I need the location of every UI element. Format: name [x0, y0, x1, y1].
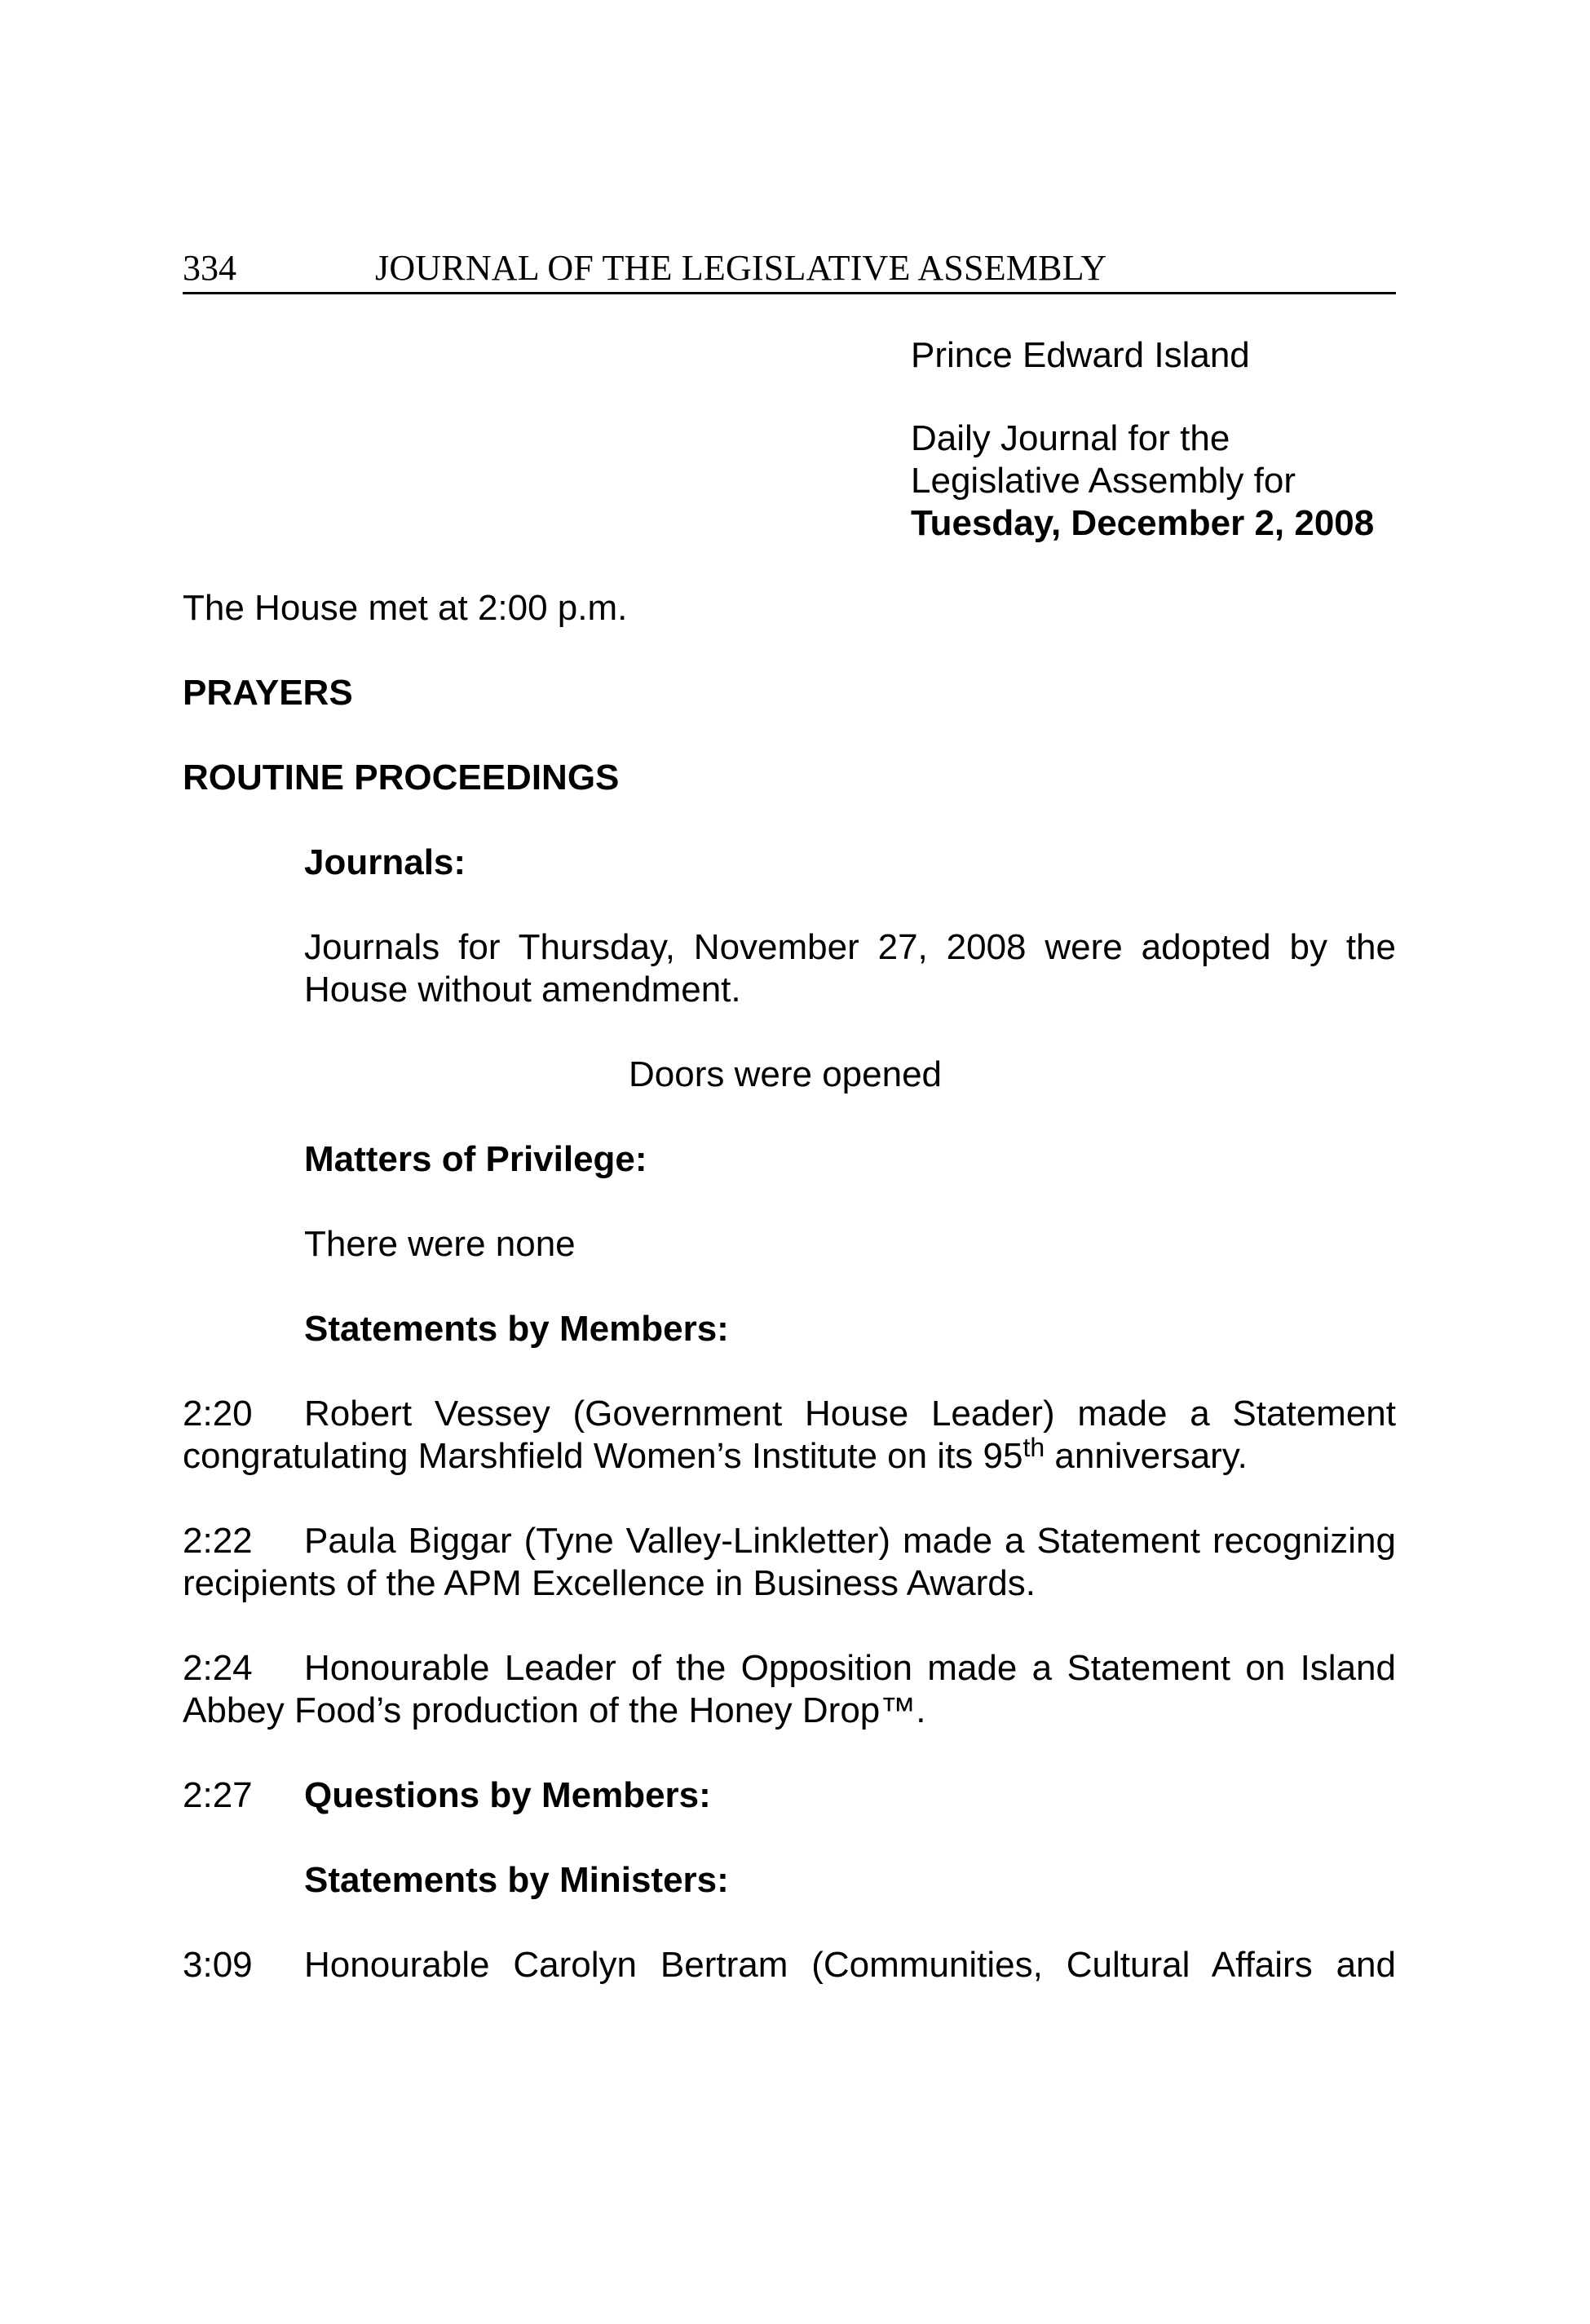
journals-line-2: House without amendment. — [304, 970, 741, 1010]
minister-statement-line-1: Honourable Carolyn Bertram (Communities, Cultural Affairs and — [304, 1945, 1396, 1985]
privilege-heading: Matters of Privilege: — [304, 1139, 647, 1179]
journal-title: JOURNAL OF THE LEGISLATIVE ASSEMBLY — [375, 248, 1107, 288]
page-header — [183, 245, 1396, 294]
statement-line-2 — [183, 1435, 1396, 1478]
routine-proceedings-heading: ROUTINE PROCEEDINGS — [183, 758, 620, 797]
statements-ministers-heading: Statements by Ministers: — [304, 1860, 729, 1900]
privilege-text: There were none — [304, 1224, 576, 1264]
statement-line-1: Honourable Leader of the Opposition made a Statement on Island — [304, 1648, 1396, 1688]
journals-heading: Journals: — [304, 842, 466, 882]
questions-time: 2:27 — [183, 1775, 253, 1815]
statement-line-2: recipients of the APM Excellence in Business Awards. — [183, 1563, 1036, 1603]
journals-paragraph — [304, 926, 1396, 1011]
statement-entry — [183, 1647, 1396, 1732]
statement-entry — [183, 1520, 1396, 1605]
statement-line-1: Paula Biggar (Tyne Valley-Linkletter) made a Statement recognizing — [304, 1521, 1396, 1561]
statement-text: congratulating Marshfield Women’s Institute on its 95 — [183, 1436, 1023, 1476]
minister-statement — [304, 1944, 1396, 1986]
province-name: Prince Edward Island — [911, 335, 1250, 375]
questions-heading: Questions by Members: — [304, 1775, 711, 1815]
journals-line-1: Journals for Thursday, November 27, 2008 were adopted by the — [304, 927, 1396, 967]
statements-members-heading: Statements by Members: — [304, 1309, 729, 1349]
doors-opened-note: Doors were opened — [629, 1054, 943, 1094]
masthead-line-2: Legislative Assembly for — [911, 461, 1296, 501]
entry-time: 2:22 — [183, 1521, 253, 1561]
page-number: 334 — [183, 248, 236, 288]
entry-time: 2:20 — [183, 1394, 253, 1434]
statement-text-end: anniversary. — [1045, 1436, 1248, 1476]
opening-statement: The House met at 2:00 p.m. — [183, 588, 628, 628]
entry-time: 2:24 — [183, 1648, 253, 1688]
statement-line-1: Robert Vessey (Government House Leader) made a Statement — [304, 1394, 1396, 1434]
statement-line-2: Abbey Food’s production of the Honey Drop™. — [183, 1690, 926, 1730]
masthead-line-1: Daily Journal for the — [911, 418, 1230, 458]
minister-entry-time: 3:09 — [183, 1945, 253, 1985]
statement-entry — [183, 1393, 1396, 1478]
prayers-heading: PRAYERS — [183, 673, 353, 713]
ordinal-suffix: th — [1022, 1433, 1045, 1462]
sitting-date: Tuesday, December 2, 2008 — [911, 503, 1375, 543]
